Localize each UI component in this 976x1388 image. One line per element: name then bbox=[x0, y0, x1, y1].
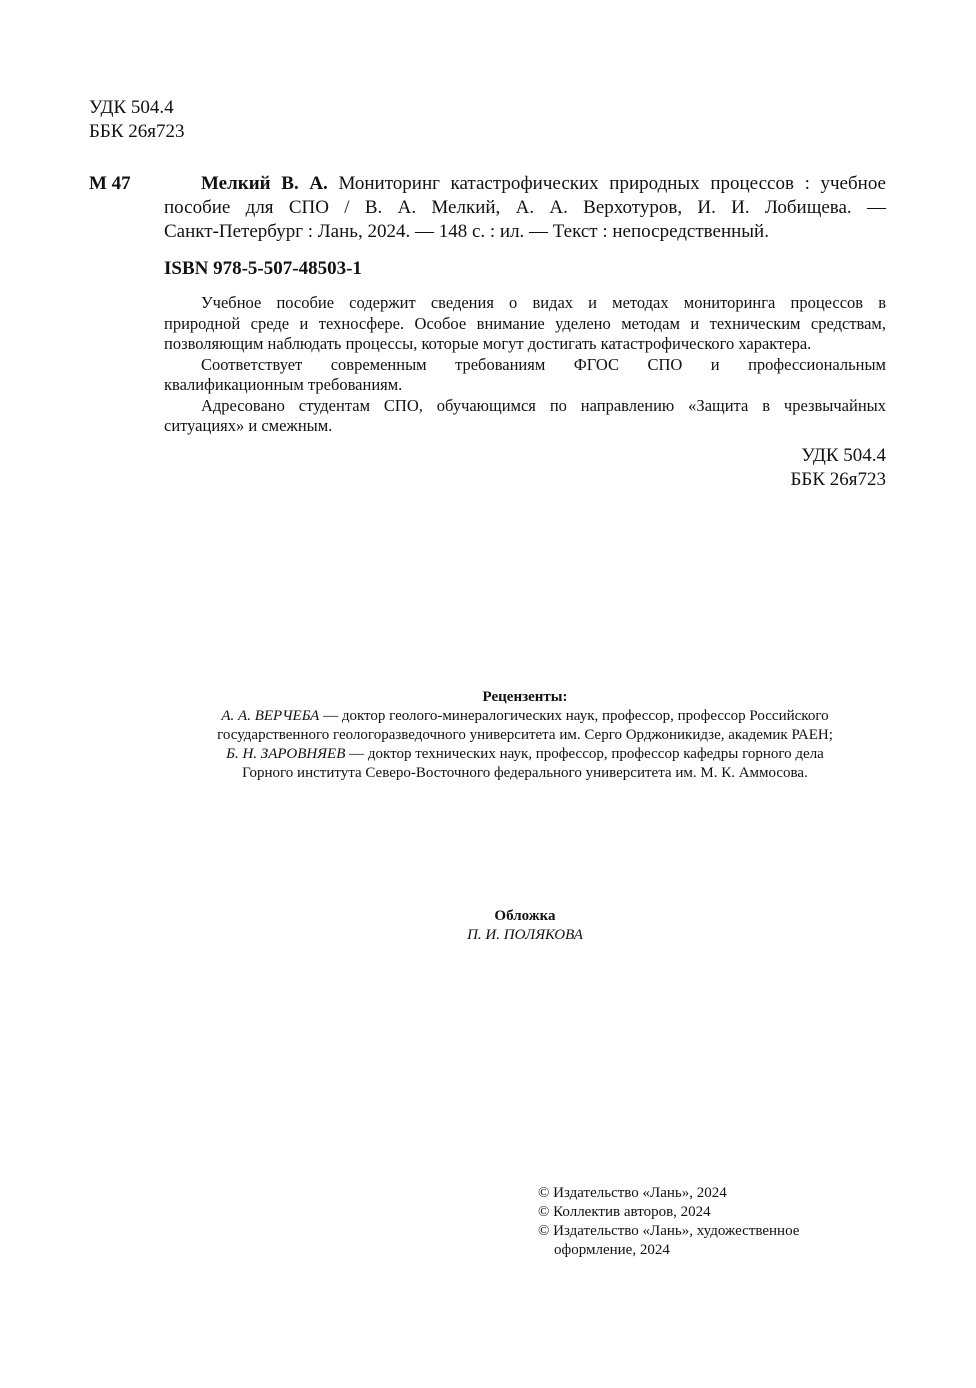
udk-code: УДК 504.4 bbox=[89, 97, 174, 118]
annotation-p1-line3: позволяющим наблюдать процессы, которые могут достигать катастрофического характера. bbox=[164, 334, 812, 353]
title-line-2: пособие для СПО / В. А. Мелкий, А. А. Верхотуров, И. И. Лобищева. — bbox=[164, 197, 886, 218]
cover-block bbox=[325, 907, 725, 945]
copyright-line-1: © Издательство «Лань», 2024 bbox=[538, 1185, 727, 1201]
cover-designer: П. И. ПОЛЯКОВА bbox=[467, 927, 583, 943]
annotation-p3-line1: Адресовано студентам СПО, обучающимся по направлению «Защита в чрезвычайных bbox=[201, 395, 886, 415]
reviewer-1-text-line2: государственного геологоразведочного университета им. Серго Орджоникидзе, академик РАЕН; bbox=[217, 727, 833, 743]
reviewer-2-name: Б. Н. ЗАРОВНЯЕВ bbox=[226, 746, 346, 762]
title-line-1: Мониторинг катастрофических природных процессов : учебное bbox=[327, 173, 886, 194]
bbk-code: ББК 26я723 bbox=[89, 121, 185, 142]
annotation bbox=[164, 293, 886, 437]
reviewer-1 bbox=[140, 707, 910, 726]
annotation-p1-line1: Учебное пособие содержит сведения о видах и методах мониторинга процессов в bbox=[201, 293, 886, 312]
reviewer-2-text-line2: Горного института Северо-Восточного федерального университета им. М. К. Аммосова. bbox=[242, 765, 808, 781]
reviewer-2-text-line1: — доктор технических наук, профессор, профессор кафедры горного дела bbox=[345, 746, 824, 762]
annotation-p2-line2: квалификационным требованиям. bbox=[164, 375, 403, 394]
bibliographic-record bbox=[164, 172, 886, 244]
annotation-p1-line2: природной среде и техносфере. Особое внимание уделено методам и техническим средствам, bbox=[164, 313, 886, 333]
reviewer-1-name: А. А. ВЕРЧЕБА bbox=[221, 708, 320, 724]
author-mark: М 47 bbox=[89, 173, 131, 194]
annotation-p2-line1: Соответствует современным требованиям ФГОС СПО и профессиональным bbox=[201, 354, 886, 374]
classification-right bbox=[600, 444, 886, 492]
author-name: Мелкий В. А. bbox=[201, 173, 328, 194]
reviewer-1-text-line1: — доктор геолого-минералогических наук, профессор, профессор Российского bbox=[319, 708, 829, 724]
copyright-line-2: © Коллектив авторов, 2024 bbox=[538, 1204, 711, 1220]
header-classification bbox=[89, 96, 184, 144]
title-line-3: Санкт-Петербург : Лань, 2024. — 148 с. : ил. — Текст : непосредственный. bbox=[164, 221, 769, 242]
isbn: ISBN 978-5-507-48503-1 bbox=[164, 258, 362, 279]
copyright-line-4: оформление, 2024 bbox=[554, 1242, 670, 1258]
reviewers-block bbox=[140, 688, 910, 783]
annotation-p3-line2: ситуациях» и смежным. bbox=[164, 416, 333, 435]
bbk-code-right: ББК 26я723 bbox=[790, 469, 886, 490]
reviewers-heading: Рецензенты: bbox=[482, 689, 568, 705]
copyright-line-3: © Издательство «Лань», художественное bbox=[538, 1223, 800, 1239]
cover-heading: Обложка bbox=[494, 908, 556, 924]
copyright-block bbox=[538, 1184, 868, 1260]
udk-code-right: УДК 504.4 bbox=[801, 445, 886, 466]
reviewer-2 bbox=[140, 745, 910, 764]
